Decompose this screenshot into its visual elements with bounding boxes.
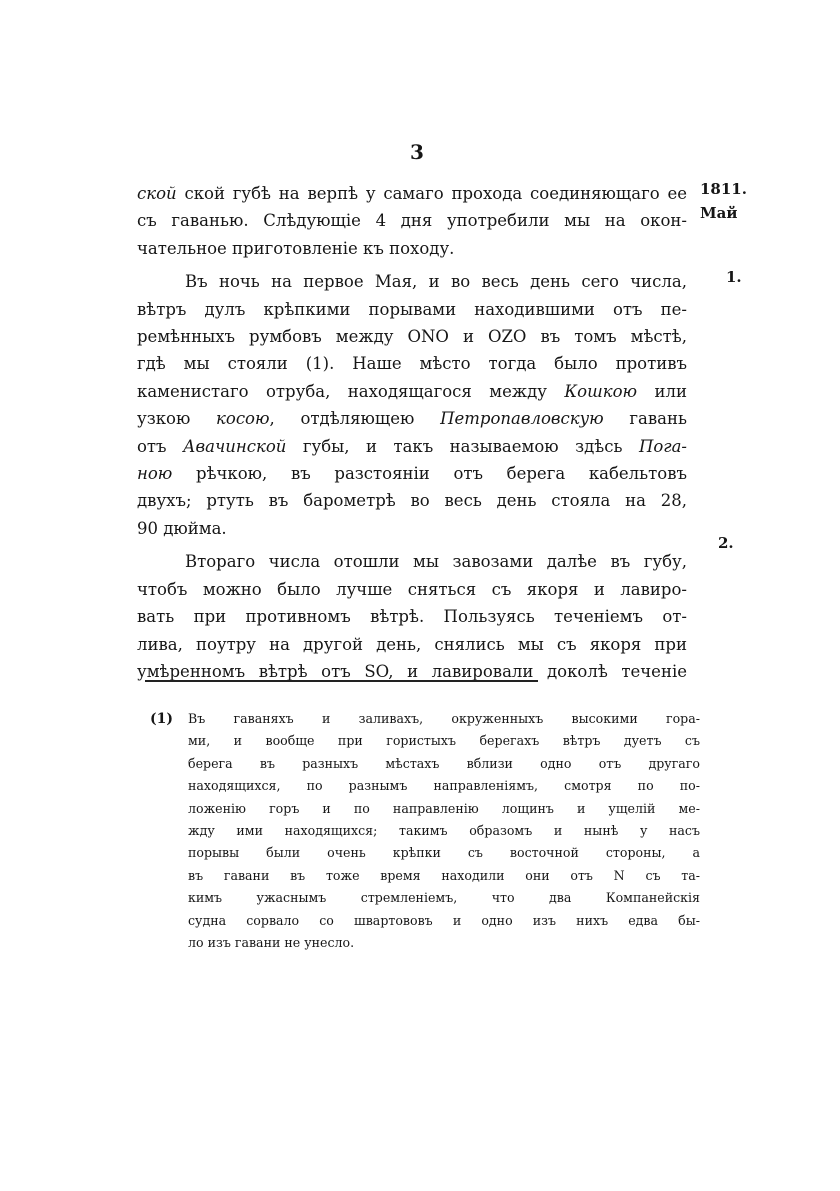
margin-year: 1811. <box>700 180 747 198</box>
text-line-8 <box>137 378 687 405</box>
footnote-line: ми, и вообще при гористыхъ берегахъ вѣтръ дуетъ съ <box>188 733 700 749</box>
footnote-marker: (1) <box>150 711 173 727</box>
margin-day-1: 1. <box>726 268 742 286</box>
text-line-12: двухъ; ртуть въ барометрѣ во весь день стояла на 28, <box>137 491 687 511</box>
italic-word: Пога- <box>638 436 688 456</box>
text-line-15: чтобъ можно было лучше сняться съ якоря и лавиро- <box>137 579 687 599</box>
footnote-line: порывы были очень крѣпки съ восточной стороны, а <box>188 845 700 861</box>
margin-day-2: 2. <box>718 534 734 552</box>
text-line-13: 90 дюйма. <box>137 518 227 538</box>
italic-word: Авачинской <box>183 436 287 456</box>
text-fragment: или <box>654 381 688 401</box>
margin-month: Май <box>700 204 738 222</box>
page-number: 3 <box>410 140 424 164</box>
footnote-line: Въ гаваняхъ и заливахъ, окруженныхъ высокими гора- <box>188 711 700 726</box>
footnote-line: ложенію горъ и по направленію лощинъ и ущелій ме- <box>188 800 700 816</box>
text-line-10 <box>137 433 687 460</box>
footnote-divider <box>145 680 538 682</box>
text-line-3: чательное приготовленіе къ походу. <box>137 238 455 258</box>
italic-word: ской <box>137 184 177 203</box>
text-fragment: узкою <box>137 409 191 429</box>
text-fragment: рѣчкою, въ разстояніи отъ берега кабельтовъ <box>196 464 687 484</box>
text-line-5: вѣтръ дулъ крѣпкими порывами находившими отъ пе- <box>137 299 687 319</box>
italic-word: ною <box>137 464 173 484</box>
footnote-line: судна сорвало со швартововъ и одно изъ нихъ едва бы- <box>188 912 700 928</box>
text-line-4: Въ ночь на первое Мая, и во весь день сего числа, <box>185 272 687 292</box>
italic-word: Кошкою <box>564 381 638 401</box>
text-fragment: , отдѣляющею <box>269 409 415 429</box>
text-fragment: гавань <box>629 409 687 429</box>
text-line-7: гдѣ мы стояли (1). Наше мѣсто тогда было противъ <box>137 354 687 374</box>
italic-word: Петропавловскую <box>440 409 604 429</box>
text-line-1 <box>137 180 687 207</box>
text-line-17: лива, поутру на другой день, снялись мы съ якоря при <box>137 634 687 654</box>
text-fragment: губы, и такъ называемою здѣсь <box>302 436 623 456</box>
text-line-11 <box>137 460 687 487</box>
footnote-line: въ гавани въ тоже время находили они отъ N съ та- <box>188 867 700 883</box>
text-line-18: умѣренномъ вѣтрѣ отъ SO, и лавировали доколѣ теченіе <box>137 661 687 681</box>
footnote <box>150 708 700 954</box>
text-line-6: ремѣнныхъ румбовъ между ONO и OZO въ томъ мѣстѣ, <box>137 327 687 347</box>
text-line-9 <box>137 405 687 432</box>
footnote-line: берега въ разныхъ мѣстахъ вблизи одно отъ другаго <box>188 755 700 771</box>
footnote-line: кимъ ужаснымъ стремленіемъ, что два Компанейскія <box>188 890 700 906</box>
text-line-2: съ гаванью. Слѣдующіе 4 дня употребили мы на окон- <box>137 211 687 231</box>
italic-word: косою <box>216 409 270 429</box>
text-line-14: Втораго числа отошли мы завозами далѣе въ губу, <box>185 552 687 572</box>
text-fragment: ской губѣ на верпѣ у самаго прохода соединяющаго ее <box>184 184 687 203</box>
footnote-line: жду ими находящихся; такимъ образомъ и нынѣ у насъ <box>188 823 700 839</box>
text-line-16: вать при противномъ вѣтрѣ. Пользуясь теченіемъ от- <box>137 607 687 627</box>
footnote-line: ло изъ гавани не унесло. <box>188 935 355 951</box>
main-text <box>137 180 687 685</box>
text-fragment: отъ <box>137 436 167 456</box>
footnote-line: находящихся, по разнымъ направленіямъ, смотря по по- <box>188 778 700 794</box>
text-fragment: каменистаго отруба, находящагося между <box>137 381 547 401</box>
